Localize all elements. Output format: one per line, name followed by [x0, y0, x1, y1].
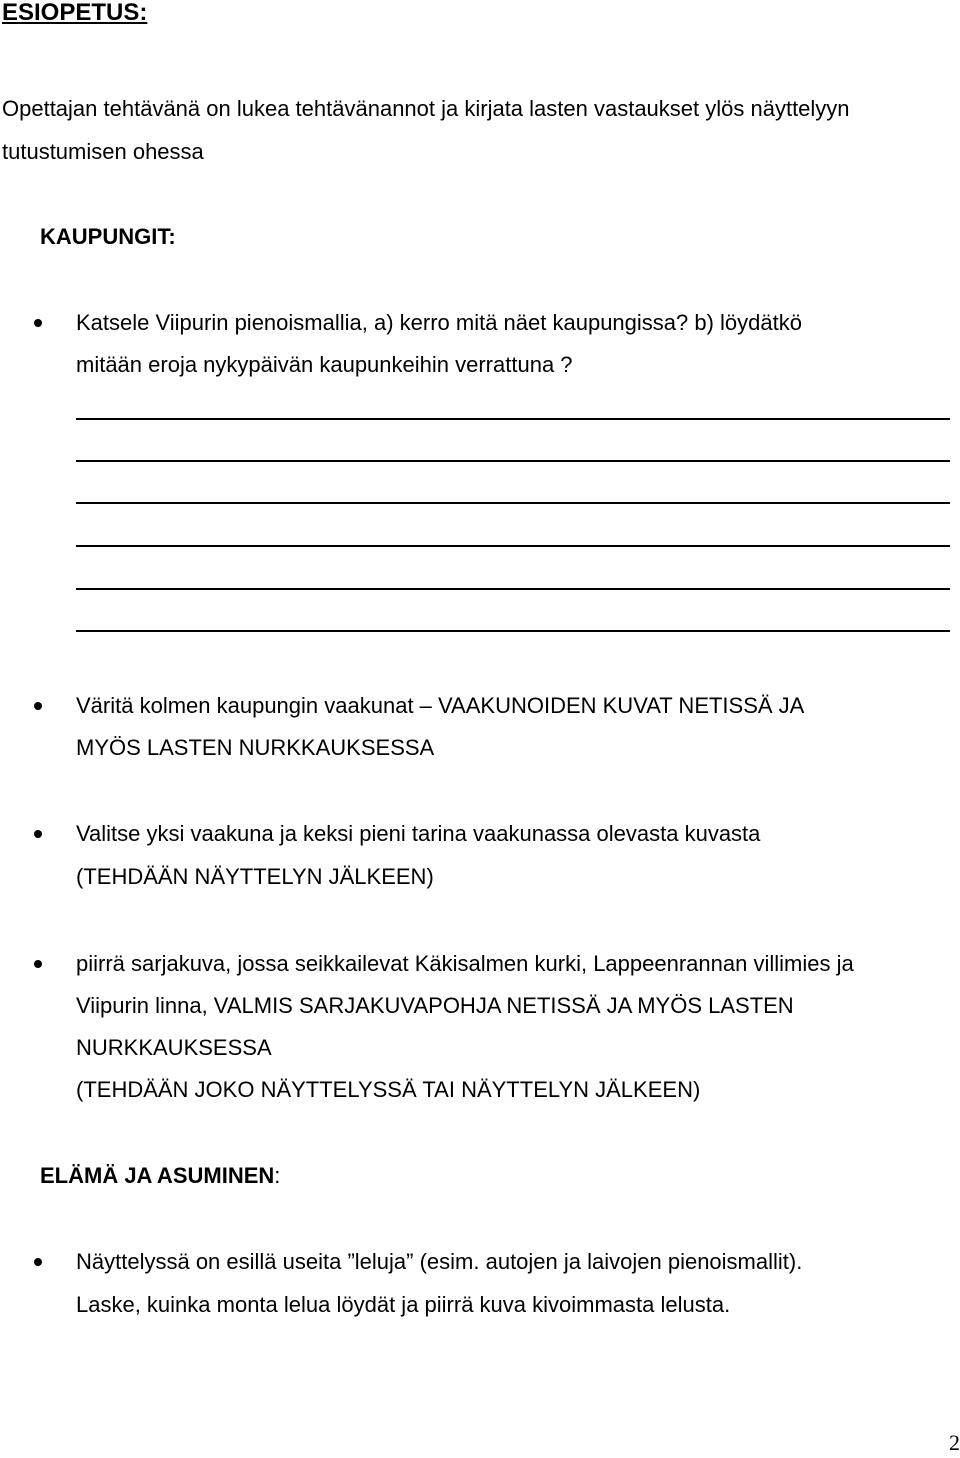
page-number: 2	[949, 1430, 960, 1455]
list-item-line: Valitse yksi vaakuna ja keksi pieni tarina vaakunassa olevasta kuvasta	[76, 821, 761, 846]
list-item-line: (TEHDÄÄN NÄYTTELYN JÄLKEEN)	[76, 864, 434, 889]
answer-line	[76, 545, 950, 547]
list-item-line: Näyttelyssä on esillä useita ”leluja” (esim. autojen ja laivojen pienoismallit).	[76, 1249, 803, 1274]
bullet-icon	[34, 960, 42, 968]
answer-line	[76, 630, 950, 632]
section-heading-kaupungit: KAUPUNGIT:	[40, 224, 176, 249]
answer-line	[76, 588, 950, 590]
list-item-line: MYÖS LASTEN NURKKAUKSESSA	[76, 735, 435, 760]
page-title: ESIOPETUS:	[2, 0, 148, 26]
answer-line	[76, 502, 950, 504]
answer-line	[76, 418, 950, 420]
bullet-icon	[34, 830, 42, 838]
bullet-icon	[34, 702, 42, 710]
list-item-line: Väritä kolmen kaupungin vaakunat – VAAKUNOIDEN KUVAT NETISSÄ JA	[76, 693, 805, 718]
list-item-line: Viipurin linna, VALMIS SARJAKUVAPOHJA NETISSÄ JA MYÖS LASTEN	[76, 993, 794, 1018]
section-heading-colon: :	[274, 1163, 281, 1188]
list-item-line: NURKKAUKSESSA	[76, 1035, 272, 1060]
list-item-line: Katsele Viipurin pienoismallia, a) kerro mitä näet kaupungissa? b) löydätkö	[76, 310, 802, 335]
list-item-line: (TEHDÄÄN JOKO NÄYTTELYSSÄ TAI NÄYTTELYN JÄLKEEN)	[76, 1077, 701, 1102]
answer-line	[76, 460, 950, 462]
list-item-line: mitään eroja nykypäivän kaupunkeihin verrattuna ?	[76, 352, 573, 377]
bullet-icon	[34, 1258, 42, 1266]
list-item-line: piirrä sarjakuva, jossa seikkailevat Käkisalmen kurki, Lappeenrannan villimies ja	[76, 951, 854, 976]
section-heading-elama	[40, 1154, 280, 1197]
intro-line-1: Opettajan tehtävänä on lukea tehtävänannot ja kirjata lasten vastaukset ylös näyttelyyn	[2, 96, 850, 121]
intro-line-2: tutustumisen ohessa	[2, 139, 204, 164]
section-heading-text: ELÄMÄ JA ASUMINEN	[40, 1163, 275, 1188]
list-item-line: Laske, kuinka monta lelua löydät ja piirrä kuva kivoimmasta lelusta.	[76, 1292, 731, 1317]
bullet-icon	[34, 319, 42, 327]
